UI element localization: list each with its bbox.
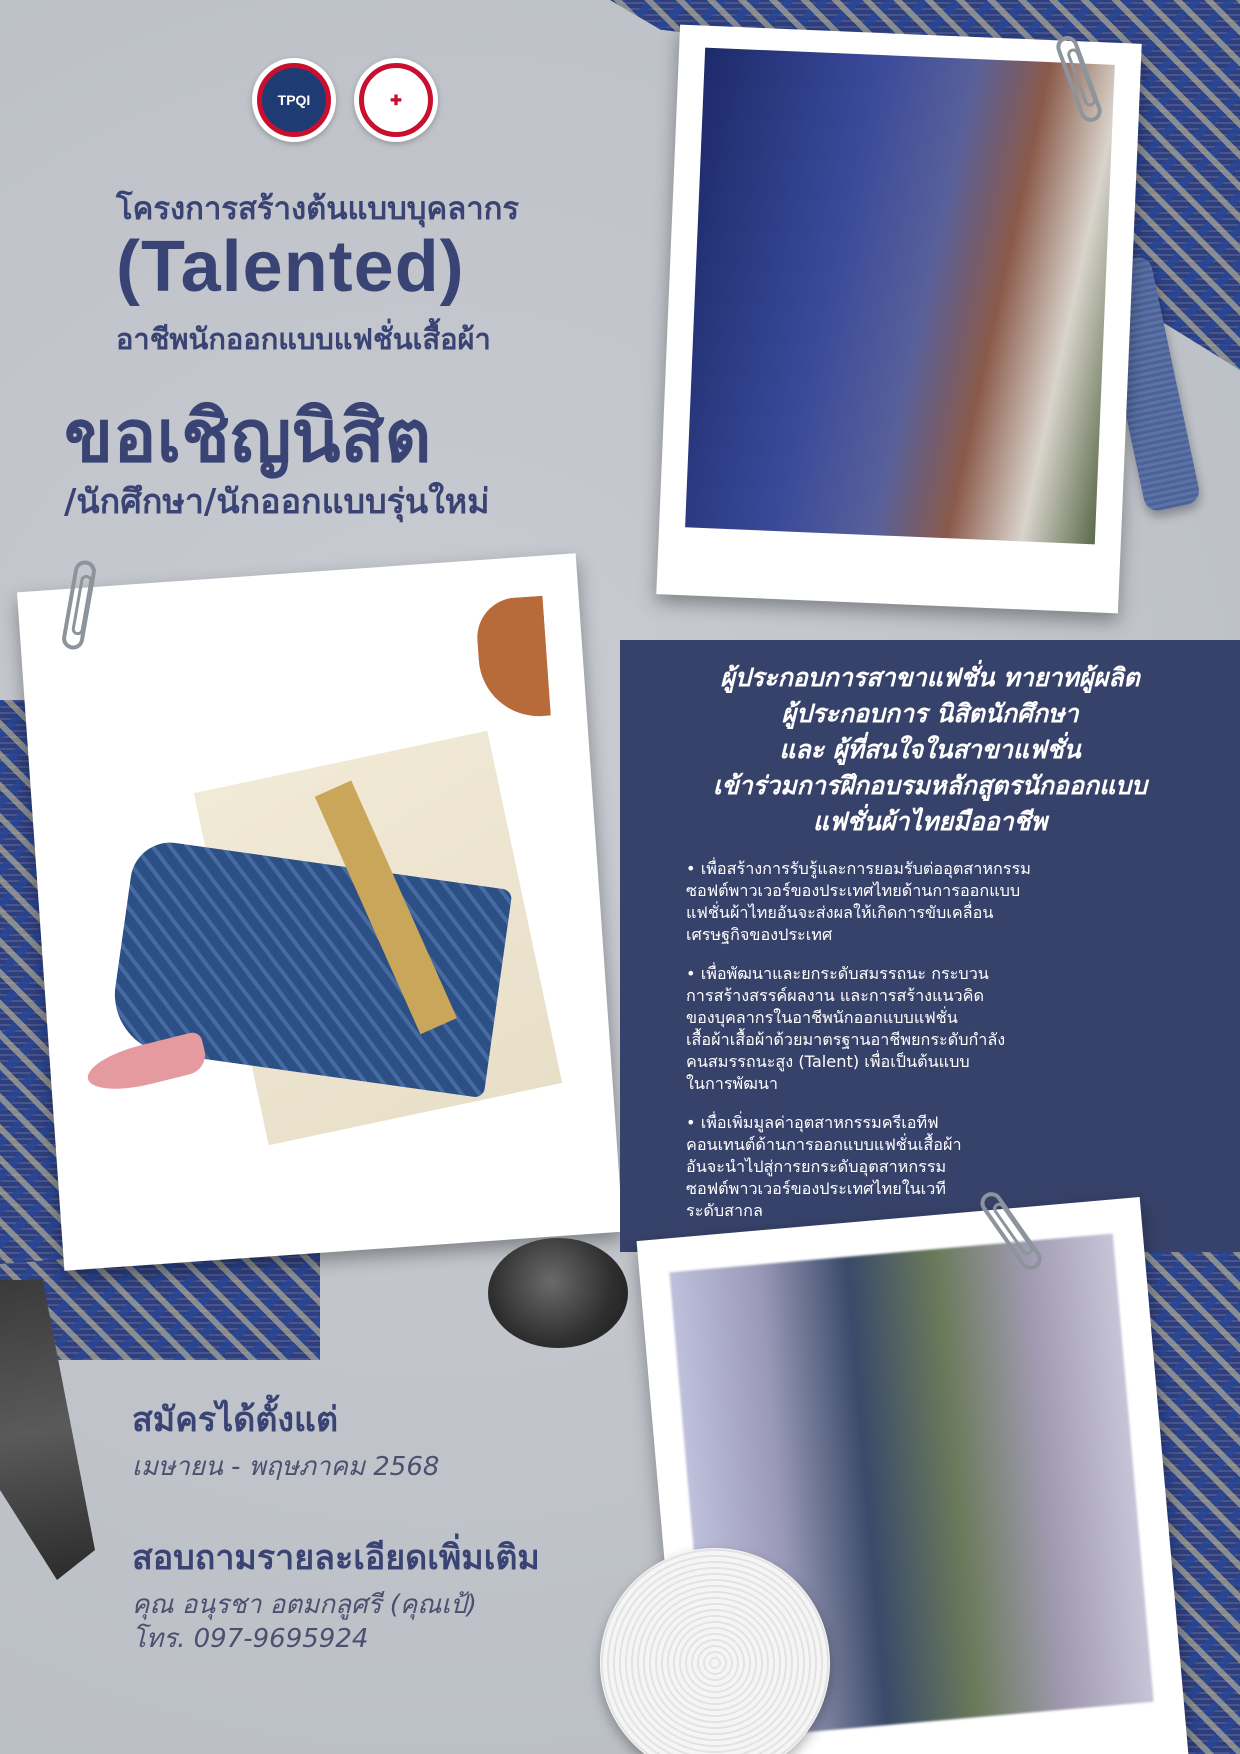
university-seal-logo <box>354 58 438 142</box>
invitation-subtitle: /นักศึกษา/นักออกแบบรุ่นใหม่ <box>64 482 490 522</box>
contact-phone[interactable]: โทร. 097-9695924 <box>132 1624 369 1654</box>
invitation-title: ขอเชิญนิสิต <box>64 394 432 478</box>
sewing-button <box>488 1238 628 1348</box>
tpqi-logo-mark: TPQI <box>257 63 331 137</box>
apply-period-date: เมษายน - พฤษภาคม 2568 <box>132 1452 440 1482</box>
model-hair <box>475 596 551 720</box>
apply-period-title: สมัครได้ตั้งแต่ <box>132 1400 339 1440</box>
info-panel <box>620 640 1240 1252</box>
university-seal-mark: ✚ <box>359 63 433 137</box>
objective-item: • เพื่อพัฒนาและยกระดับสมรรถนะ กระบวน การสร้างสรรค์ผลงาน และการสร้างแนวคิด ของบุคลากรในอาชีพนักออกแบบแฟชั่น เสื้อผ้าเสื้อผ้าด้วยมาตรฐานอาชีพยกระดับกำลัง คนสมรรถนะสูง (Talent) เพื่อเป็นต้นแบบ ในการพัฒนา <box>686 964 1006 1093</box>
objective-list <box>686 858 1106 1239</box>
panel-heading-line: และ ผู้ที่สนใจในสาขาแฟชั่น <box>779 735 1081 764</box>
model-pose-photo <box>56 596 582 1189</box>
runway-silk-photo <box>685 48 1115 545</box>
objective-item: • เพื่อสร้างการรับรู้และการยอมรับต่ออุตสาหกรรม ซอฟต์พาวเวอร์ของประเทศไทยด้านการออกแบบ แฟชั่นผ้าไทยอันจะส่งผลให้เกิดการขับเคลื่อน เศรษฐกิจของประเทศ <box>686 859 1031 944</box>
panel-heading-line: ผู้ประกอบการสาขาแฟชั่น ทายาทผู้ผลิต <box>720 663 1140 692</box>
contact-title: สอบถามรายละเอียดเพิ่มเติม <box>132 1538 540 1578</box>
panel-heading <box>620 660 1240 840</box>
photo-frame-model-pose <box>17 553 623 1270</box>
objective-item: • เพื่อเพิ่มมูลค่าอุตสาหกรรมครีเอทีฟ คอนเทนต์ด้านการออกแบบแฟชั่นเสื้อผ้า อันจะนำไปสู่การยกระดับอุตสาหกรรม ซอฟต์พาวเวอร์ของประเทศไทยในเวที ระดับสากล <box>686 1113 962 1220</box>
occupation-subtitle: อาชีพนักออกแบบแฟชั่นเสื้อผ้า <box>116 322 491 356</box>
photo-frame-runway-silk <box>656 25 1141 614</box>
contact-name: คุณ อนุรชา อตมกลูศรี (คุณเป้) <box>132 1590 477 1620</box>
talented-title: (Talented) <box>116 227 465 307</box>
project-title: โครงการสร้างต้นแบบบุคลากร <box>116 191 520 227</box>
panel-heading-line: เข้าร่วมการฝึกอบรมหลักสูตรนักออกแบบ <box>713 771 1147 800</box>
panel-heading-line: ผู้ประกอบการ นิสิตนักศึกษา <box>781 699 1079 728</box>
tpqi-logo <box>252 58 336 142</box>
panel-heading-line: แฟชั่นผ้าไทยมืออาชีพ <box>812 807 1048 836</box>
